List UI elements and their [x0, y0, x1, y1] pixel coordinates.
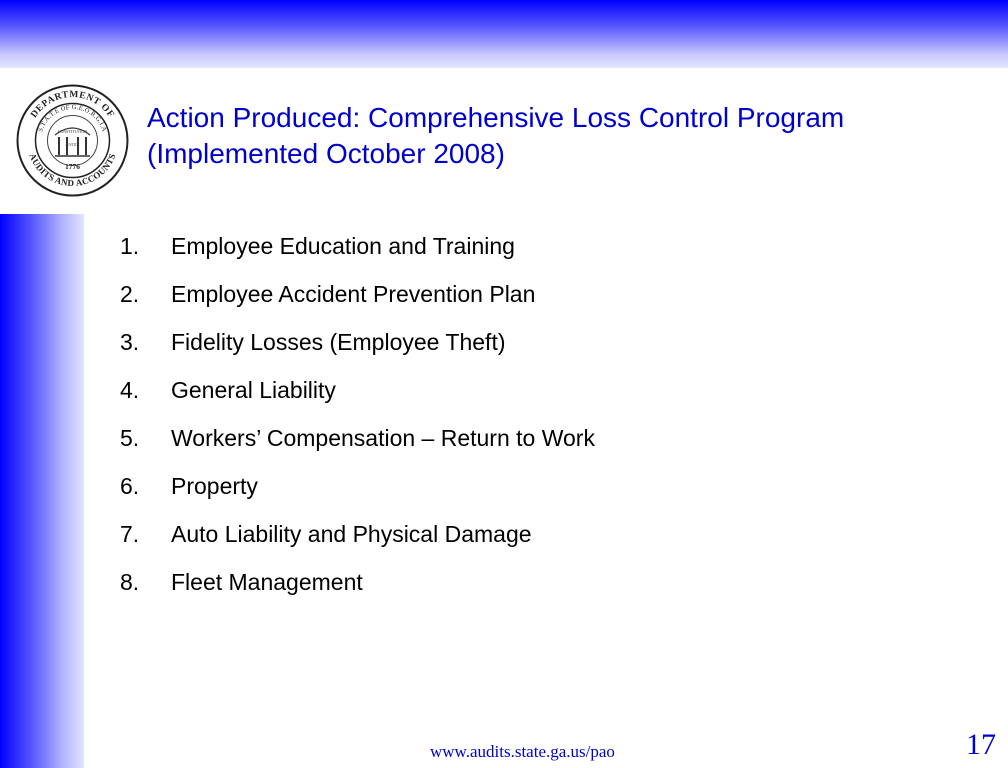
list-item-number: 8.	[120, 568, 140, 595]
list-item	[120, 222, 595, 270]
top-gradient-band	[0, 0, 1008, 68]
department-seal-logo	[15, 83, 130, 198]
svg-text:DEPARTMENT OF: DEPARTMENT OF	[29, 89, 116, 120]
website-url: www.audits.state.ga.us/pao	[430, 742, 615, 761]
svg-text:S.T.A.T.E OF G.E.O.R.G.I.A: S.T.A.T.E OF G.E.O.R.G.I.A	[37, 103, 108, 133]
list-item-number: 1.	[120, 232, 140, 259]
list-item	[120, 462, 595, 510]
list-item	[120, 510, 595, 558]
list-item	[120, 318, 595, 366]
program-items-list	[120, 222, 595, 606]
svg-text:1776: 1776	[65, 162, 80, 171]
slide-title-line-1: Action Produced: Comprehensive Loss Control Program	[147, 102, 845, 133]
svg-text:CONSTITUTION: CONSTITUTION	[57, 129, 88, 134]
list-item-text: Employee Education and Training	[171, 232, 515, 259]
list-item-number: 3.	[120, 328, 140, 355]
left-gradient-band	[0, 214, 84, 768]
list-item-number: 2.	[120, 280, 140, 307]
list-item-number: 7.	[120, 520, 140, 547]
page-number: 17	[966, 728, 996, 761]
list-item-text: General Liability	[171, 376, 336, 403]
slide-title	[147, 100, 967, 172]
list-item-number: 5.	[120, 424, 140, 451]
list-item-text: Employee Accident Prevention Plan	[171, 280, 536, 307]
list-item-text: Workers’ Compensation – Return to Work	[171, 424, 595, 451]
list-item-text: Fleet Management	[171, 568, 363, 595]
list-item-number: 6.	[120, 472, 140, 499]
list-item	[120, 270, 595, 318]
svg-text:JUSTICE: JUSTICE	[65, 143, 80, 147]
list-item-text: Auto Liability and Physical Damage	[171, 520, 532, 547]
list-item-text: Fidelity Losses (Employee Theft)	[171, 328, 506, 355]
list-item-text: Property	[171, 472, 258, 499]
list-item	[120, 414, 595, 462]
list-item	[120, 366, 595, 414]
list-item	[120, 558, 595, 606]
slide-title-line-2: (Implemented October 2008)	[147, 138, 505, 169]
svg-text:AUDITS AND ACCOUNTS: AUDITS AND ACCOUNTS	[27, 151, 118, 189]
list-item-number: 4.	[120, 376, 140, 403]
